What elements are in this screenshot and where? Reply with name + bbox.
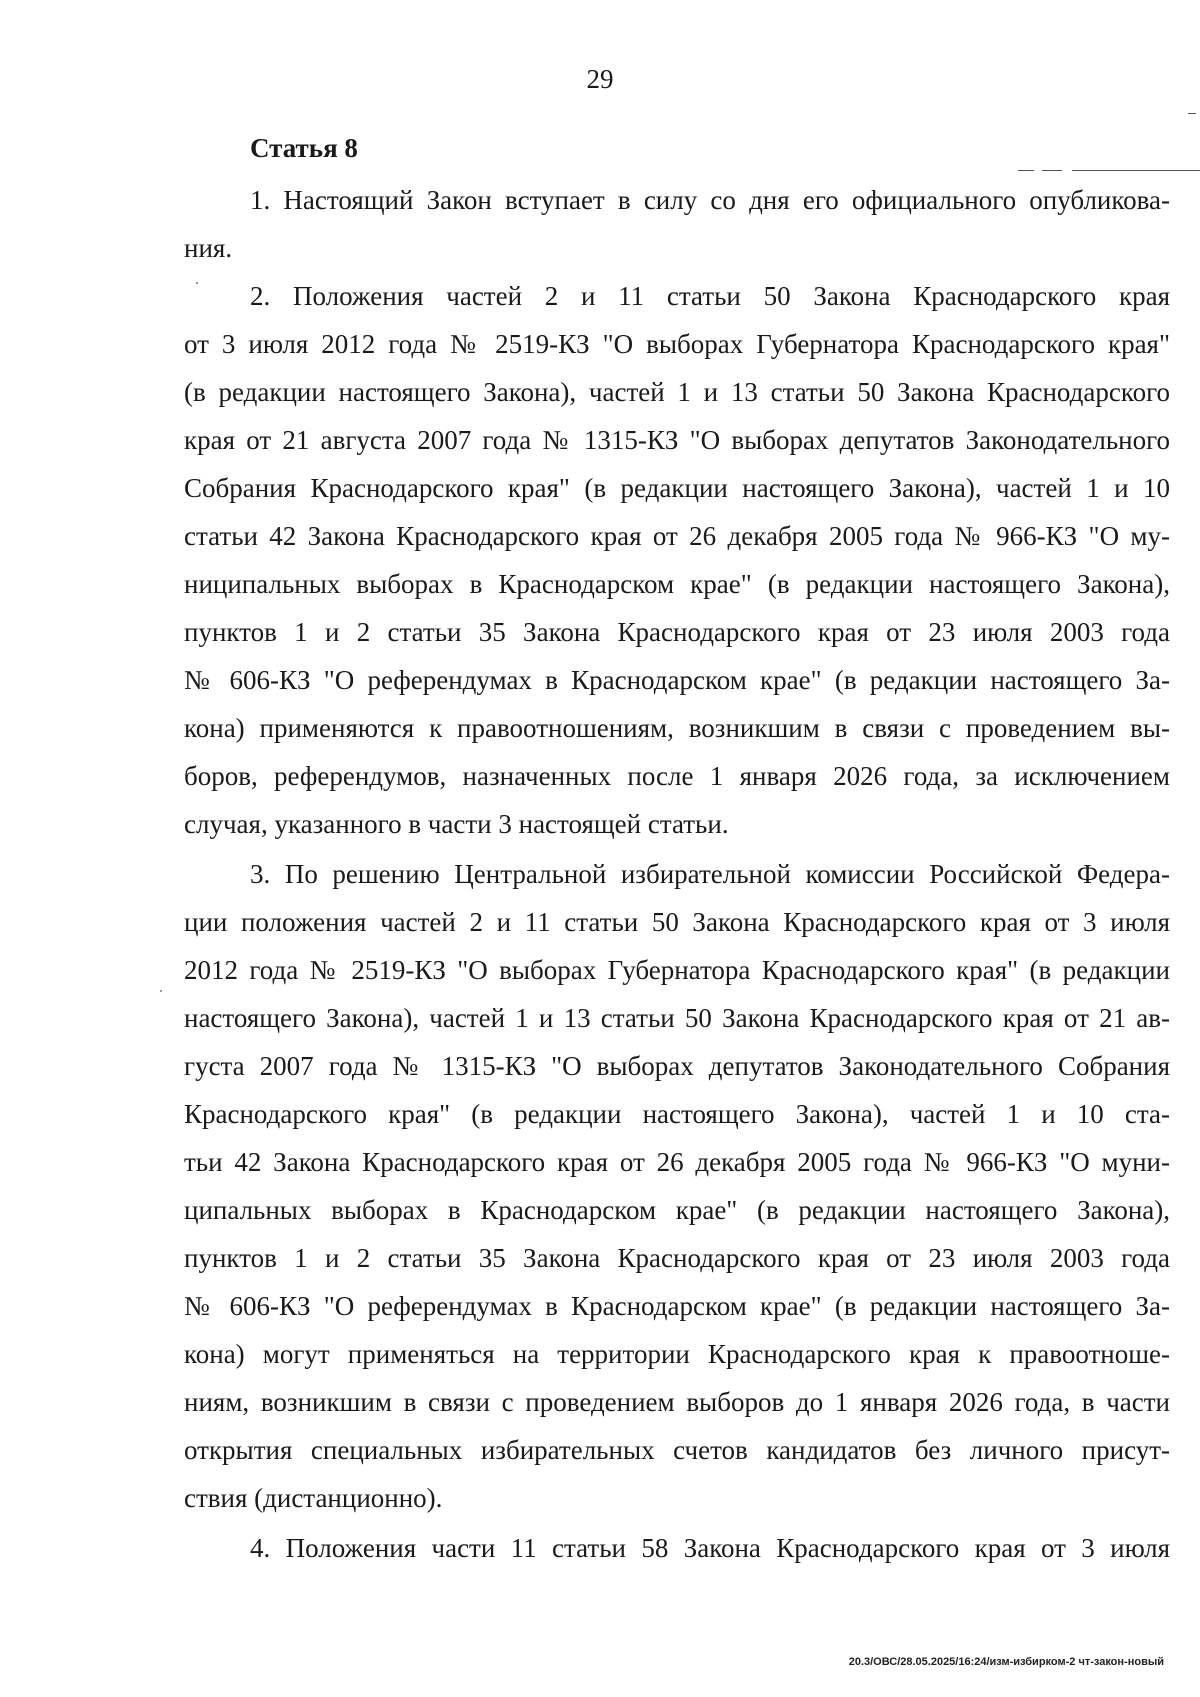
- text-line: статьи 42 Закона Краснодарского края от 26 декабря 2005 года № 966-КЗ "О му-: [184, 521, 1170, 551]
- text-line: кона) могут применяться на территории Краснодарского края к правоотноше-: [184, 1339, 1170, 1369]
- text-line: 2. Положения частей 2 и 11 статьи 50 Закона Краснодарского края: [250, 281, 1170, 311]
- text-line: № 606-КЗ "О референдумах в Краснодарском крае" (в редакции настоящего За-: [184, 665, 1170, 695]
- text-line: 3. По решению Центральной избирательной комиссии Российской Федера-: [250, 859, 1170, 889]
- page-number: 29: [586, 64, 614, 94]
- text-line: Краснодарского края" (в редакции настоящего Закона), частей 1 и 10 ста-: [184, 1099, 1170, 1129]
- scan-mark: [1018, 170, 1034, 171]
- text-line: ции положения частей 2 и 11 статьи 50 Закона Краснодарского края от 3 июля: [184, 907, 1170, 937]
- text-line: 2012 года № 2519-КЗ "О выборах Губернатора Краснодарского края" (в редакции: [184, 955, 1170, 985]
- scan-mark: [1072, 170, 1200, 171]
- text-line: густа 2007 года № 1315-КЗ "О выборах депутатов Законодательного Собрания: [184, 1051, 1170, 1081]
- scan-speck: [196, 282, 198, 284]
- text-line: № 606-КЗ "О референдумах в Краснодарском крае" (в редакции настоящего За-: [184, 1291, 1170, 1321]
- text-line: Собрания Краснодарского края" (в редакции настоящего Закона), частей 1 и 10: [184, 473, 1170, 503]
- text-line: края от 21 августа 2007 года № 1315-КЗ "О выборах депутатов Законодательного: [184, 425, 1170, 455]
- article-title: Статья 8: [250, 133, 358, 163]
- text-line: ниям, возникшим в связи с проведением выборов до 1 января 2026 года, в части: [184, 1387, 1170, 1417]
- text-line: ципальных выборах в Краснодарском крае" (в редакции настоящего Закона),: [184, 1195, 1170, 1225]
- text-line: 1. Настоящий Закон вступает в силу со дня его официального опубликова-: [250, 185, 1170, 215]
- text-line: (в редакции настоящего Закона), частей 1 и 13 статьи 50 Закона Краснодарского: [184, 377, 1170, 407]
- text-line: от 3 июля 2012 года № 2519-КЗ "О выборах Губернатора Краснодарского края": [184, 329, 1170, 359]
- text-line: настоящего Закона), частей 1 и 13 статьи 50 Закона Краснодарского края от 21 ав-: [184, 1003, 1170, 1033]
- scan-speck: [160, 990, 162, 992]
- text-line: пунктов 1 и 2 статьи 35 Закона Краснодарского края от 23 июля 2003 года: [184, 1243, 1170, 1273]
- scan-mark: [1042, 170, 1062, 171]
- document-footer-code: 20.3/ОВС/28.05.2025/16:24/изм-избирком-2 чт-закон-новый: [848, 1656, 1164, 1668]
- text-line: ния.: [184, 233, 233, 263]
- text-line: случая, указанного в части 3 настоящей статьи.: [184, 809, 729, 839]
- text-line: ствия (дистанционно).: [184, 1483, 443, 1513]
- text-line: 4. Положения части 11 статьи 58 Закона Краснодарского края от 3 июля: [250, 1533, 1170, 1563]
- text-line: кона) применяются к правоотношениям, возникшим в связи с проведением вы-: [184, 713, 1170, 743]
- text-line: ниципальных выборах в Краснодарском крае" (в редакции настоящего Закона),: [184, 569, 1170, 599]
- text-line: тьи 42 Закона Краснодарского края от 26 декабря 2005 года № 966-КЗ "О муни-: [184, 1147, 1170, 1177]
- scan-mark: [1188, 113, 1196, 114]
- text-line: открытия специальных избирательных счетов кандидатов без личного присут-: [184, 1435, 1170, 1465]
- text-line: боров, референдумов, назначенных после 1 января 2026 года, за исключением: [184, 761, 1170, 791]
- text-line: пунктов 1 и 2 статьи 35 Закона Краснодарского края от 23 июля 2003 года: [184, 617, 1170, 647]
